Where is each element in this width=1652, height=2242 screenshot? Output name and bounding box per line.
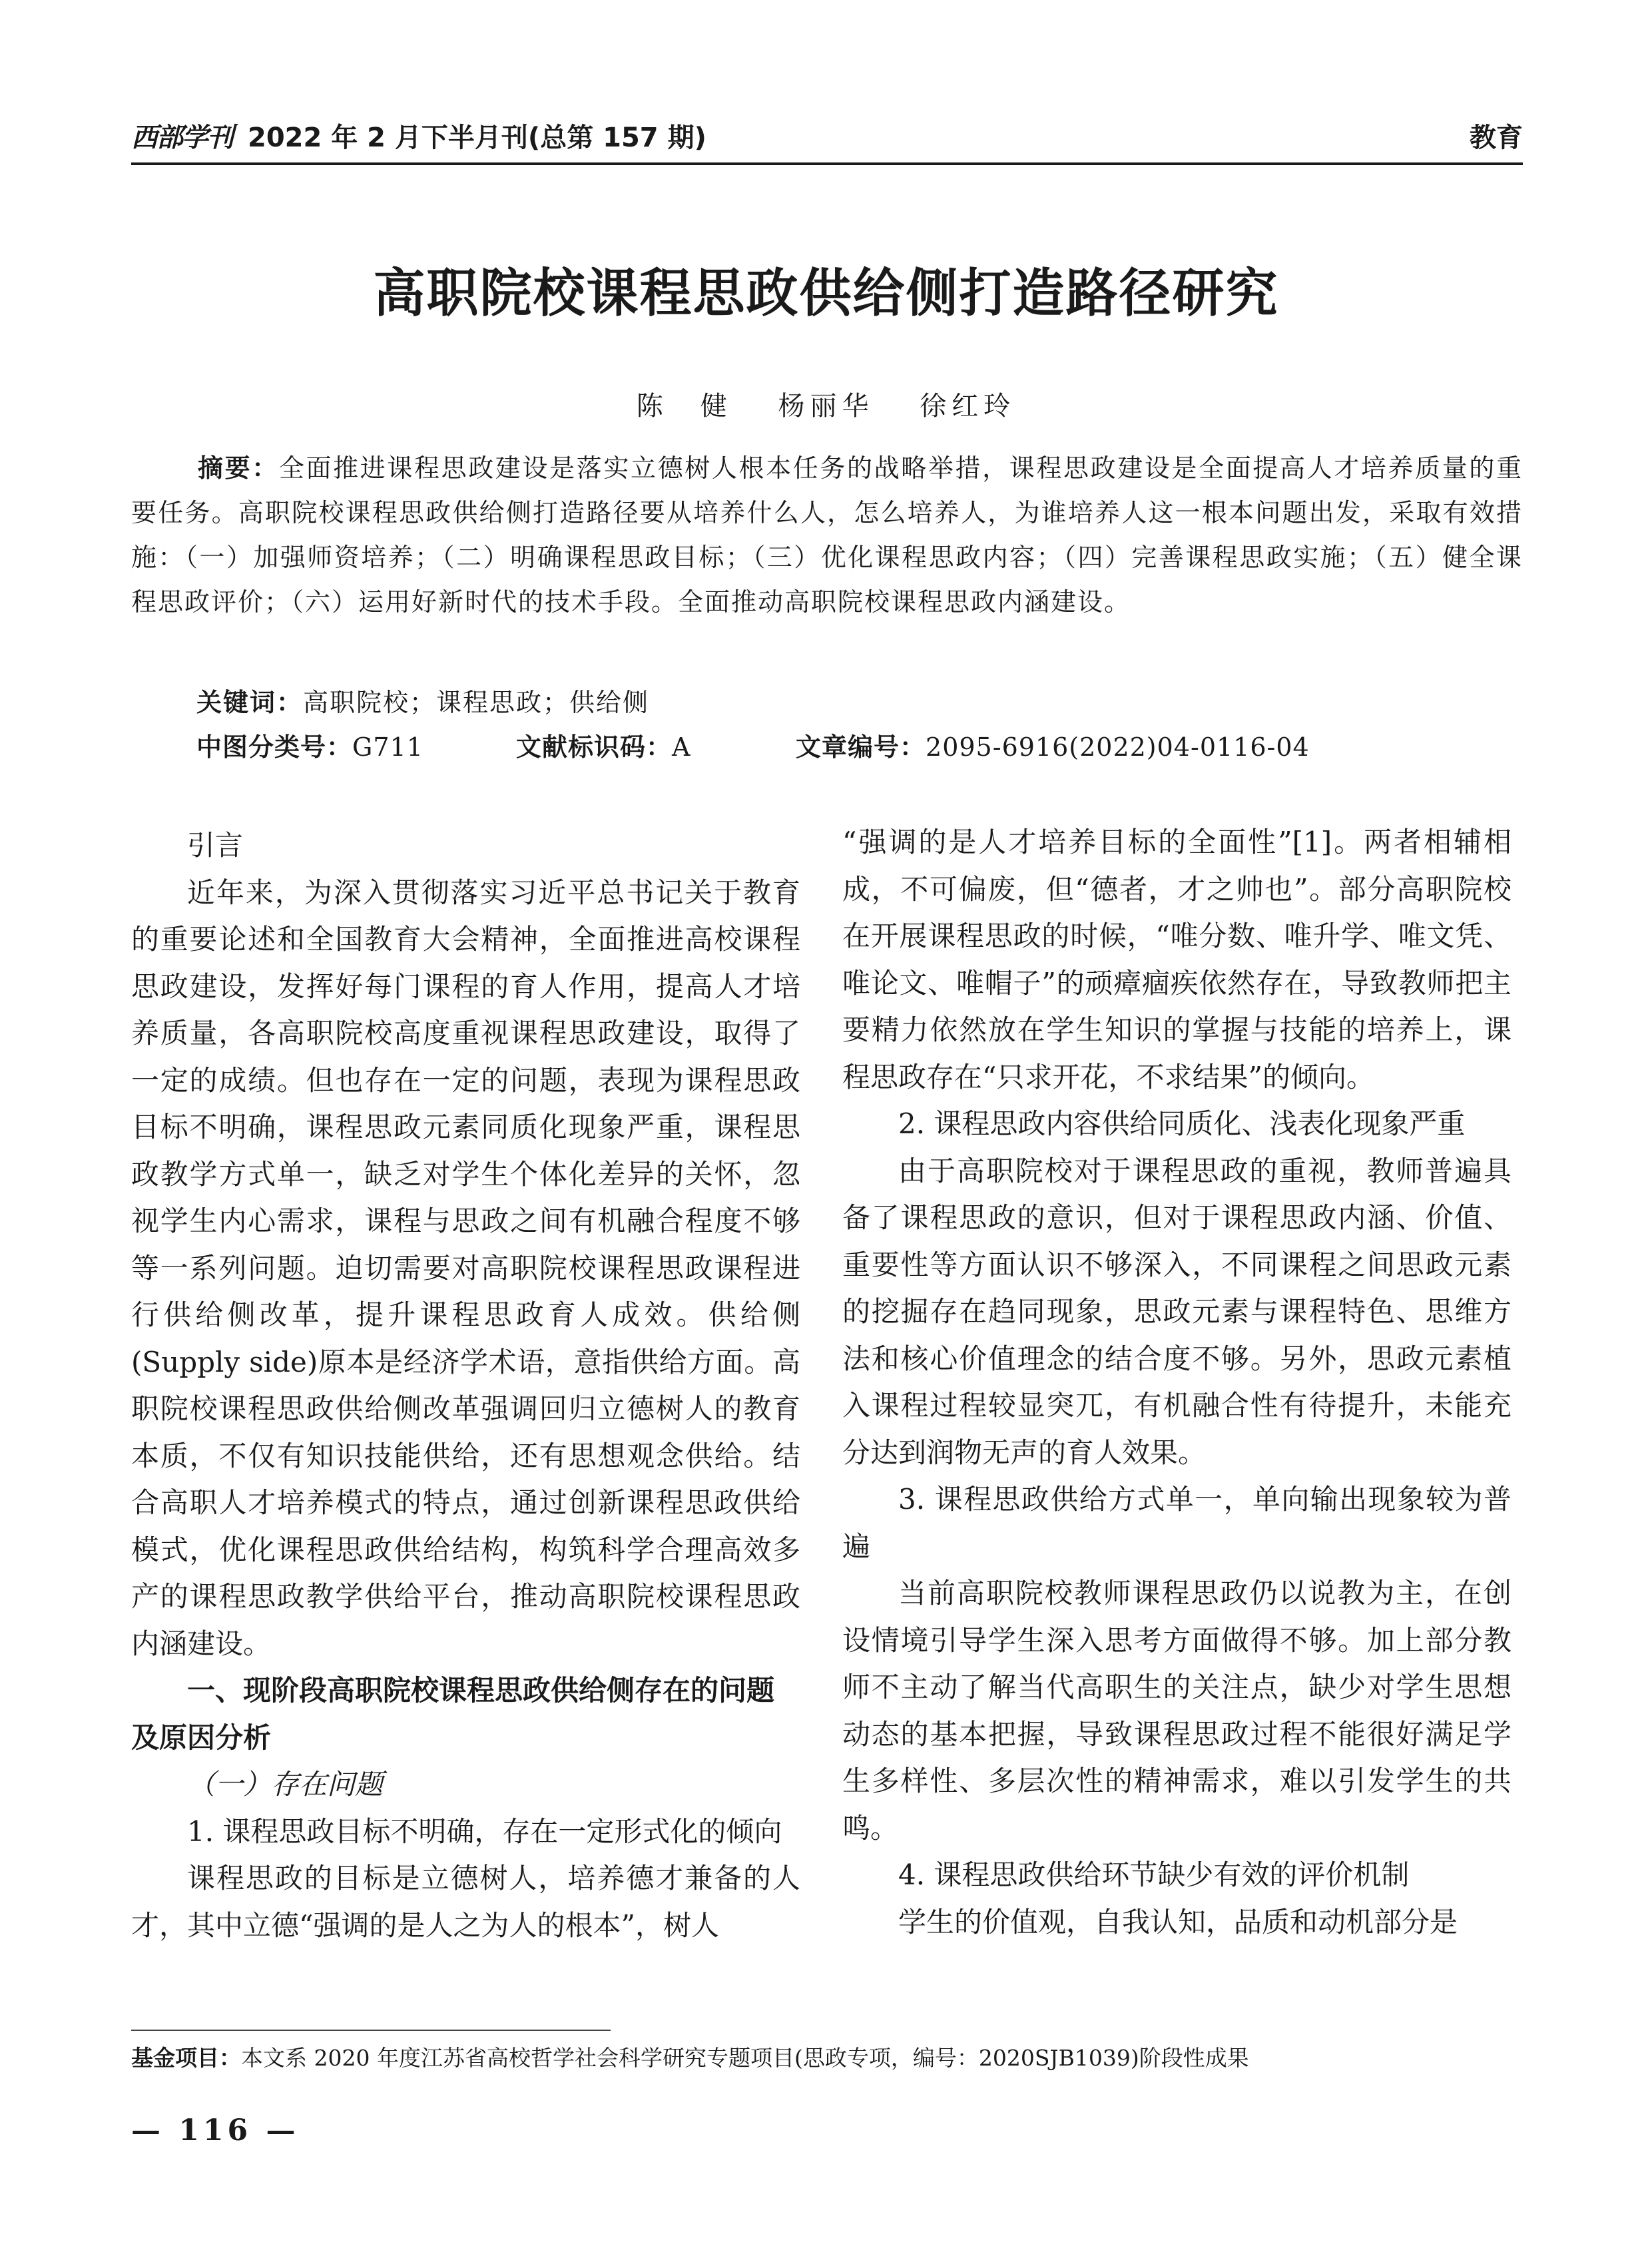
keywords: [196, 683, 649, 722]
clc-code: [196, 727, 423, 767]
item-heading: 3. 课程思政供给方式单一，单向输出现象较为普遍: [842, 1483, 1512, 1563]
left-column: [131, 822, 800, 1949]
article-number: [796, 727, 1310, 767]
issue-info: 2022 年 2 月下半月刊(总第 157 期): [248, 123, 706, 153]
clc-label: 中图分类号：: [196, 732, 353, 762]
abstract-text: 全面推进课程思政建设是落实立德树人根本任务的战略举措，课程思政建设是全面提高人才培养质量的重要任务。高职院校课程思政供给侧打造路径要从培养什么人，怎么培养人，为谁培养人这一根本问题出发，采取有效措施：（一）加强师资培养；（二）明确课程思政目标；（三）优化课程思政内容；（四）完善课程思政实施；（五）健全课程思政评价；（六）运用好新时代的技术手段。全面推动高职院校课程思政内涵建设。: [131, 453, 1523, 617]
journal-logo: 西部学刊: [131, 122, 232, 153]
running-header: [131, 117, 1523, 156]
paragraph: 近年来，为深入贯彻落实习近平总书记关于教育的重要论述和全国教育大会精神，全面推进高校课程思政建设，发挥好每门课程的育人作用，提高人才培养质量，各高职院校高度重视课程思政建设，取得了一定的成绩。但也存在一定的问题，表现为课程思政目标不明确，课程思政元素同质化现象严重，课程思政教学方式单一，缺乏对学生个体化差异的关怀，忽视学生内心需求，课程与思政之间有机融合程度不够等一系列问题。迫切需要对高职院校课程思政课程进行供给侧改革，提升课程思政育人成效。供给侧(Supply side)原本是经济学术语，意指供给方面。高职院校课程思政供给侧改革强调回归立德树人的教育本质，不仅有知识技能供给，还有思想观念供给。结合高职人才培养模式的特点，通过创新课程思政供给模式，优化课程思政供给结构，构筑科学合理高效多产的课程思政教学供给平台，推动高职院校课程思政内涵建设。: [131, 876, 800, 1660]
paragraph: 当前高职院校教师课程思政仍以说教为主，在创设情境引导学生深入思考方面做得不够。加上部分教师不主动了解当代高职生的关注点，缺少对学生思想动态的基本把握，导致课程思政过程不能很好满足学生多样性、多层次性的精神需求，难以引发学生的共鸣。: [842, 1577, 1512, 1844]
article-no-label: 文章编号：: [796, 732, 926, 762]
keywords-text: 高职院校；课程思政；供给侧: [303, 688, 650, 717]
fund-text: 本文系 2020 年度江苏省高校哲学社会科学研究专题项目(思政专项，编号：2020SJB1039)阶段性成果: [241, 2045, 1249, 2071]
subsection-heading: （一）存在问题: [187, 1768, 384, 1801]
header-rule: [131, 162, 1523, 165]
intro-heading: 引言: [187, 829, 244, 862]
author-name: 杨丽华: [778, 391, 874, 421]
article-no-value: 2095-6916(2022)04-0116-04: [926, 732, 1310, 762]
doc-code-value: A: [672, 732, 691, 762]
paragraph: 课程思政的目标是立德树人，培养德才兼备的人才，其中立德“强调的是人之为人的根本”，树人: [131, 1862, 800, 1942]
author-name: 陈 健: [636, 391, 732, 421]
article-title: 高职院校课程思政供给侧打造路径研究: [373, 264, 1279, 324]
fund-label: 基金项目：: [131, 2045, 241, 2071]
author-list: [0, 385, 1652, 423]
abstract-label: 摘要：: [198, 453, 279, 483]
paragraph: “强调的是人才培养目标的全面性”[1]。两者相辅相成，不可偏废，但“德者，才之帅也”。部分高职院校在开展课程思政的时候，“唯分数、唯升学、唯文凭、唯论文、唯帽子”的顽瘴痼疾依然存在，导致教师把主要精力依然放在学生知识的掌握与技能的培养上，课程思政存在“只求开花，不求结果”的倾向。: [842, 826, 1512, 1093]
doc-code-label: 文献标识码：: [516, 732, 673, 762]
abstract: [131, 446, 1523, 625]
author-name: 徐红玲: [920, 391, 1016, 421]
paragraph: 由于高职院校对于课程思政的重视，教师普遍具备了课程思政的意识，但对于课程思政内涵、价值、重要性等方面认识不够深入，不同课程之间思政元素的挖掘存在趋同现象，思政元素与课程特色、思维方法和核心价值理念的结合度不够。另外，思政元素植入课程过程较显突兀，有机融合性有待提升，未能充分达到润物无声的育人效果。: [842, 1154, 1512, 1469]
footnote-rule: [131, 2030, 611, 2031]
item-heading: 2. 课程思政内容供给同质化、浅表化现象严重: [898, 1107, 1466, 1140]
item-heading: 4. 课程思政供给环节缺少有效的评价机制: [898, 1858, 1410, 1891]
keywords-label: 关键词：: [196, 688, 304, 717]
section-label: 教育: [1470, 123, 1523, 153]
page-number: — 116 —: [131, 2113, 300, 2147]
funding-note: [131, 2042, 1249, 2075]
item-heading: 1. 课程思政目标不明确，存在一定形式化的倾向: [187, 1815, 782, 1848]
paragraph: 学生的价值观，自我认知，品质和动机部分是: [898, 1905, 1458, 1938]
clc-value: G711: [352, 732, 423, 762]
right-column: [842, 819, 1512, 1946]
document-code: [516, 727, 690, 767]
section-heading: 一、现阶段高职院校课程思政供给侧存在的问题及原因分析: [131, 1674, 775, 1754]
